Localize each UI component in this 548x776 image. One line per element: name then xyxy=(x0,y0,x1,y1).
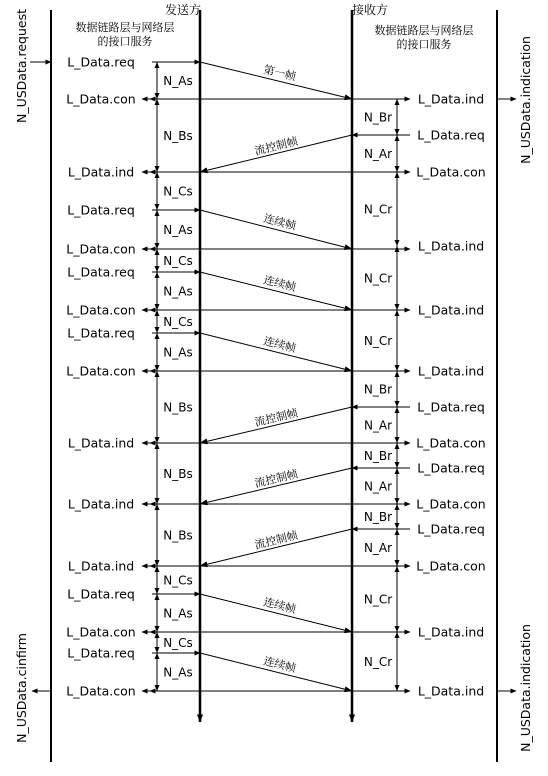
right-top-primitive-label: N_USData.indication xyxy=(518,36,533,164)
receiver-primitive-label: L_Data.ind xyxy=(417,91,485,107)
sender-primitive-label: L_Data.req xyxy=(67,586,135,602)
receiver-primitive-label: L_Data.req xyxy=(417,460,485,476)
sender-primitive-label: L_Data.con xyxy=(66,302,136,318)
sender-timer-top-arrowhead xyxy=(155,333,160,339)
frame-label: 连续帧 xyxy=(262,211,298,233)
frame-label: 流控制帧 xyxy=(253,528,300,552)
sender-service-title-line1: 数据链路层与网络层 xyxy=(75,21,175,34)
frame-messages xyxy=(200,62,352,691)
receiver-timer-top-arrowhead xyxy=(395,566,400,572)
frame-label: 流控制帧 xyxy=(253,134,300,158)
receiver-timer-top-arrowhead xyxy=(395,443,400,449)
sender-primitive-label: L_Data.ind xyxy=(67,558,135,574)
receiver-timer-label: N_Cr xyxy=(363,334,393,348)
sender-timer-top-arrowhead xyxy=(155,594,160,600)
sender-timer-top-arrowhead xyxy=(155,310,160,316)
receiver-timer-label: N_Ar xyxy=(363,147,393,161)
receiver-timer-label: N_Br xyxy=(363,110,393,125)
receiver-timer-label: N_Ar xyxy=(363,541,393,555)
receiver-timer-top-arrowhead xyxy=(395,632,400,638)
sender-timer-top-arrowhead xyxy=(155,504,160,510)
receiver-timer-top-arrowhead xyxy=(395,468,400,474)
sender-timer-label: N_Cs xyxy=(163,315,193,329)
receiver-primitive-label: L_Data.req xyxy=(417,521,485,537)
receiver-header: 接收方 xyxy=(351,3,389,17)
receiver-primitive-label: L_Data.con xyxy=(416,435,486,451)
receiver-timer-top-arrowhead xyxy=(395,172,400,178)
receiver-primitive-label: L_Data.ind xyxy=(417,238,485,254)
receiver-timer-bottom-arrowhead xyxy=(395,626,400,632)
sender-timer-bottom-arrowhead xyxy=(155,304,160,310)
sender-timer-bottom-arrowhead xyxy=(155,266,160,272)
sender-primitive-label: L_Data.req xyxy=(67,54,135,70)
receiver-timer-top-arrowhead xyxy=(395,99,400,105)
sender-timer-top-arrowhead xyxy=(155,99,160,105)
sender-primitive-label: L_Data.con xyxy=(66,241,136,257)
receiver-timer-bottom-arrowhead xyxy=(395,560,400,566)
frame-label: 连续帧 xyxy=(262,273,298,295)
sender-timer-bottom-arrowhead xyxy=(155,204,160,210)
sender-header: 发送方 xyxy=(164,3,202,17)
receiver-primitive-label: L_Data.req xyxy=(417,399,485,415)
sender-timer-bottom-arrowhead xyxy=(155,365,160,371)
sender-timer-top-arrowhead xyxy=(155,371,160,377)
receiver-primitive-label: L_Data.ind xyxy=(417,363,485,379)
sender-primitive-label: L_Data.req xyxy=(67,202,135,218)
receiver-timer-bottom-arrowhead xyxy=(395,166,400,172)
receiver-timer-bottom-arrowhead xyxy=(395,365,400,371)
sender-timer-label: N_Cs xyxy=(163,184,193,199)
sender-timer-label: N_Cs xyxy=(163,254,193,268)
sender-timer-label: N_As xyxy=(163,223,193,237)
sender-timer-top-arrowhead xyxy=(155,566,160,572)
receiver-timer-label: N_Br xyxy=(363,382,393,397)
sender-primitive-labels xyxy=(66,55,135,699)
receiver-timer-top-arrowhead xyxy=(395,407,400,413)
receiver-timer-label: N_Cr xyxy=(363,655,393,669)
sender-timer-label: N_As xyxy=(163,74,193,88)
sender-timer-bottom-arrowhead xyxy=(155,166,160,172)
receiver-timer-bottom-arrowhead xyxy=(395,523,400,529)
sender-timer-label: N_As xyxy=(163,345,193,360)
receiver-primitive-label: L_Data.ind xyxy=(417,683,485,699)
receiver-primitive-label: L_Data.req xyxy=(417,127,485,143)
frame-label: 第一帧 xyxy=(262,62,298,84)
sender-timer-top-arrowhead xyxy=(155,443,160,449)
left-bottom-primitive-label: N_USData.cinfirm xyxy=(14,633,29,743)
sender-primitive-label: L_Data.con xyxy=(66,683,136,699)
receiver-primitive-label: L_Data.con xyxy=(416,164,486,180)
sender-timer-label: N_Cs xyxy=(163,636,193,650)
sender-timer-bottom-arrowhead xyxy=(155,327,160,333)
sender-timer-label: N_As xyxy=(163,606,193,621)
sender-timer-bottom-arrowhead xyxy=(155,626,160,632)
receiver-service-title-line1: 数据链路层与网络层 xyxy=(374,24,474,37)
frame-label: 连续帧 xyxy=(262,654,298,676)
receiver-timer-label: N_Cr xyxy=(363,271,393,286)
sender-timer-top-arrowhead xyxy=(155,172,160,178)
receiver-service-title-line2: 的接口服务 xyxy=(396,38,452,51)
sender-timer-top-arrowhead xyxy=(155,653,160,659)
receiver-timer-top-arrowhead xyxy=(395,504,400,510)
frame-label: 连续帧 xyxy=(262,334,298,356)
sender-timer-bottom-arrowhead xyxy=(155,560,160,566)
receiver-primitive-label: L_Data.ind xyxy=(417,302,485,318)
sender-primitive-label: L_Data.req xyxy=(67,325,135,341)
receiver-timer-top-arrowhead xyxy=(395,135,400,141)
receiver-timer-top-arrowhead xyxy=(395,371,400,377)
sender-primitive-label: L_Data.con xyxy=(66,91,136,107)
receiver-timer-bottom-arrowhead xyxy=(395,462,400,468)
sender-timer-top-arrowhead xyxy=(155,272,160,278)
sender-primitive-label: L_Data.con xyxy=(66,363,136,379)
sender-timer-bottom-arrowhead xyxy=(155,243,160,249)
sender-timer-label: N_Bs xyxy=(163,129,193,143)
sender-timer-label: N_Bs xyxy=(163,467,193,481)
sender-primitive-label: L_Data.ind xyxy=(67,496,135,512)
sender-timer-top-arrowhead xyxy=(155,632,160,638)
receiver-timer-top-arrowhead xyxy=(395,310,400,316)
sender-timer-bottom-arrowhead xyxy=(155,93,160,99)
receiver-timer-label: N_Ar xyxy=(363,418,393,433)
receiver-timer-bottom-arrowhead xyxy=(395,437,400,443)
receiver-timer-label: N_Cr xyxy=(363,592,393,607)
receiver-primitive-label: L_Data.con xyxy=(416,558,486,574)
receiver-timer-bottom-arrowhead xyxy=(395,129,400,135)
sender-timer-top-arrowhead xyxy=(155,210,160,216)
receiver-timer-bottom-arrowhead xyxy=(395,685,400,691)
sender-timer-label: N_Bs xyxy=(163,400,193,415)
receiver-timer-bottom-arrowhead xyxy=(395,240,400,246)
receiver-timer-label: N_Br xyxy=(363,449,393,463)
receiver-timer-bottom-arrowhead xyxy=(395,498,400,504)
receiver-primitive-label: L_Data.con xyxy=(416,496,486,512)
right-bottom-primitive-label: N_USData.indication xyxy=(518,624,533,752)
frame-label: 连续帧 xyxy=(262,595,298,617)
sender-primitive-label: L_Data.ind xyxy=(67,435,135,451)
sender-timer-bottom-arrowhead xyxy=(155,498,160,504)
receiver-primitive-labels xyxy=(416,92,485,699)
sender-timer-bottom-arrowhead xyxy=(155,647,160,653)
sender-primitive-label: L_Data.req xyxy=(67,645,135,661)
receiver-timer-top-arrowhead xyxy=(395,529,400,535)
sender-timer-label: N_Bs xyxy=(163,528,193,543)
receiver-timer-bottom-arrowhead xyxy=(395,304,400,310)
sender-primitive-label: L_Data.ind xyxy=(67,164,135,180)
sender-timer-bottom-arrowhead xyxy=(155,685,160,691)
frame-label: 流控制帧 xyxy=(253,406,300,430)
frame-label: 流控制帧 xyxy=(253,467,300,491)
sender-timer-label: N_As xyxy=(163,665,193,680)
receiver-primitive-label: L_Data.ind xyxy=(417,624,485,640)
sender-timer-label: N_As xyxy=(163,284,193,299)
sender-timer-bottom-arrowhead xyxy=(155,437,160,443)
receiver-timer-label: N_Br xyxy=(363,510,393,524)
sender-timer-label: N_Cs xyxy=(163,573,193,588)
receiver-timer-label: N_Ar xyxy=(363,479,393,494)
sender-primitive-label: L_Data.con xyxy=(66,624,136,640)
sender-timer-bottom-arrowhead xyxy=(155,588,160,594)
sender-timer-top-arrowhead xyxy=(155,62,160,68)
left-top-primitive-label: N_USData.request xyxy=(14,8,29,124)
receiver-timer-label: N_Cr xyxy=(363,202,393,217)
sender-timer-top-arrowhead xyxy=(155,249,160,255)
timers xyxy=(155,62,400,691)
sender-primitive-label: L_Data.req xyxy=(67,264,135,280)
receiver-timer-bottom-arrowhead xyxy=(395,401,400,407)
sender-service-title-line2: 的接口服务 xyxy=(97,35,153,48)
